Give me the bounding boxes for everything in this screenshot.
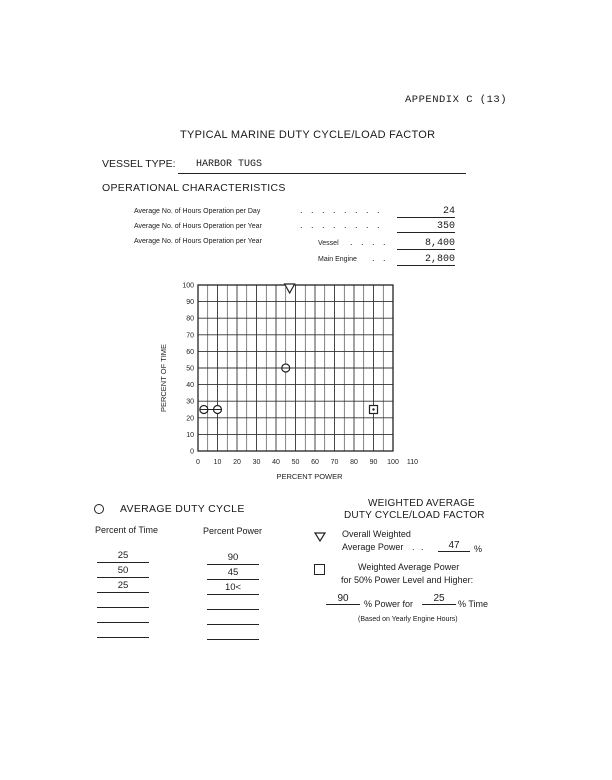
duty-time-cell (97, 594, 149, 608)
overall-weighted-point (285, 284, 295, 293)
y-tick-label: 10 (186, 431, 194, 439)
y-tick-label: 100 (182, 282, 194, 290)
duty-cycle-chart (150, 270, 420, 485)
duty-power-cell: 10< (207, 581, 259, 595)
duty-time-cell (97, 609, 149, 623)
vessel-type-value: HARBOR TUGS (196, 159, 263, 170)
vessel-type-label: VESSEL TYPE: (102, 158, 176, 170)
duty-power-cell: 90 (207, 551, 259, 565)
y-tick-label: 0 (190, 448, 194, 456)
triangle-legend-icon (314, 532, 326, 542)
high-power-time-value: 25 (422, 593, 456, 605)
x-tick-label: 50 (291, 459, 300, 466)
vessel-type-line (178, 173, 466, 174)
op-row-1-label: Average No. of Hours Operation per Day (134, 208, 261, 215)
x-tick-label: 10 (213, 459, 222, 466)
overall-weighted-value: 47 (438, 540, 470, 552)
high-power-percent-label: % Power for (364, 599, 414, 609)
op-row-3-leader: . . . . (350, 237, 389, 247)
y-axis-label: PERCENT OF TIME (159, 343, 168, 413)
duty-power-cell (207, 611, 259, 625)
op-row-1-value: 24 (397, 206, 455, 218)
op-row-1-leader: . . . . . . . . (300, 205, 383, 215)
op-row-2-label: Average No. of Hours Operation per Year (134, 223, 262, 230)
op-row-2-value: 350 (397, 221, 455, 233)
y-tick-label: 90 (186, 299, 194, 307)
y-tick-label: 70 (186, 332, 194, 340)
y-tick-label: 20 (186, 415, 194, 423)
percent-time-header: Percent of Time (95, 525, 159, 535)
y-tick-label: 40 (186, 382, 194, 390)
weighted-heading-2: DUTY CYCLE/LOAD FACTOR (344, 510, 485, 521)
x-tick-label: 80 (350, 459, 358, 466)
square-legend-icon (314, 564, 325, 575)
duty-cycle-legend-circle-icon (94, 504, 104, 514)
yearly-engine-hours-note: (Based on Yearly Engine Hours) (358, 616, 458, 623)
op-row-4-value: 2,800 (397, 254, 455, 266)
x-tick-label: 0 (196, 459, 200, 466)
overall-weighted-unit: % (474, 544, 483, 554)
duty-time-cell (97, 624, 149, 638)
appendix-label: APPENDIX C (13) (405, 94, 508, 106)
op-row-3-sub: Vessel (318, 240, 339, 247)
page-title: TYPICAL MARINE DUTY CYCLE/LOAD FACTOR (180, 129, 436, 141)
op-row-3-value: 8,400 (397, 238, 455, 250)
op-row-4-sub: Main Engine (318, 256, 357, 263)
duty-power-cell (207, 626, 259, 640)
y-tick-label: 50 (186, 365, 194, 373)
y-tick-label: 60 (186, 348, 194, 356)
duty-power-cell (207, 596, 259, 610)
x-tick-label: 70 (330, 459, 339, 466)
overall-weighted-line1: Overall Weighted (342, 529, 411, 539)
duty-power-cell: 45 (207, 566, 259, 580)
percent-power-header: Percent Power (203, 526, 263, 536)
x-tick-label: 30 (252, 459, 261, 466)
y-tick-label: 80 (186, 315, 194, 323)
x-tick-label: 90 (369, 459, 378, 466)
duty-time-cell: 25 (97, 549, 149, 563)
y-tick-label: 30 (186, 398, 194, 406)
x-tick-label: 20 (233, 459, 241, 466)
duty-time-cell: 25 (97, 579, 149, 593)
x-tick-label: 60 (311, 459, 319, 466)
overall-weighted-line2: Average Power (342, 542, 404, 552)
high-power-percent-value: 90 (326, 593, 360, 605)
duty-cycle-heading: AVERAGE DUTY CYCLE (120, 503, 245, 515)
high-power-line2: for 50% Power Level and Higher: (341, 575, 474, 585)
op-row-3-label: Average No. of Hours Operation per Year (134, 238, 262, 245)
op-row-4-leader: . . (372, 253, 389, 263)
x-tick-label: 100 (387, 459, 399, 466)
x-tick-label: 40 (272, 459, 280, 466)
operational-heading: OPERATIONAL CHARACTERISTICS (102, 182, 286, 194)
op-row-2-leader: . . . . . . . . (300, 220, 383, 230)
high-power-point-dot (372, 408, 374, 410)
duty-time-cell: 50 (97, 564, 149, 578)
overall-weighted-dots: . . (412, 542, 426, 552)
x-axis-label: PERCENT POWER (276, 472, 343, 481)
high-power-line1: Weighted Average Power (358, 562, 460, 572)
weighted-heading-1: WEIGHTED AVERAGE (368, 498, 475, 509)
high-power-time-label: % Time (458, 599, 489, 609)
x-tick-label: 110 (406, 459, 419, 466)
